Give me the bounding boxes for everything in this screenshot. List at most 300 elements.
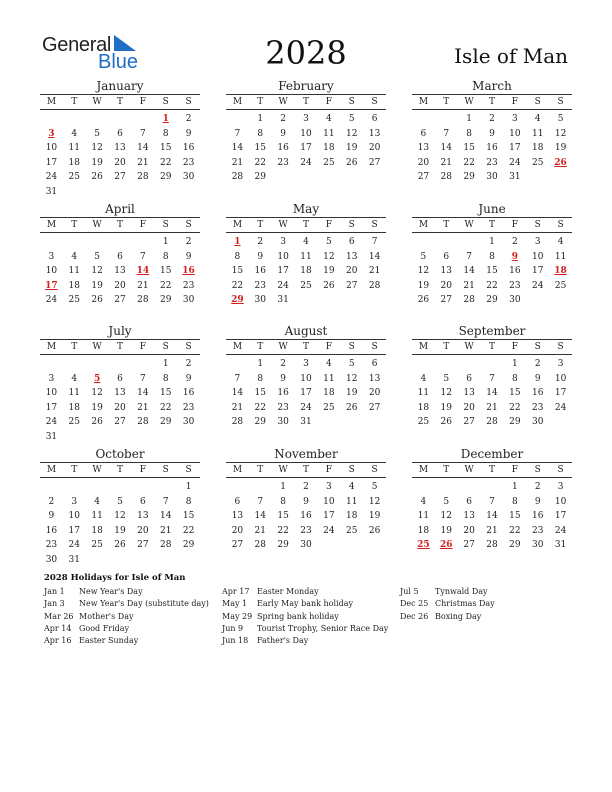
day-cell: 18	[68, 157, 80, 168]
day-cell: 23	[509, 280, 521, 291]
day-cell: 29	[159, 172, 172, 183]
day-cell: 4	[557, 237, 564, 247]
day-cell: 20	[114, 402, 126, 413]
day-cell: 27	[417, 172, 430, 183]
day-cell: 1	[257, 114, 264, 124]
day-cell: 18	[68, 402, 80, 413]
holiday-day-cell: 3	[48, 128, 55, 139]
day-cell: 22	[277, 525, 289, 536]
weekday-label: T	[116, 220, 123, 230]
day-cell: 10	[68, 511, 80, 522]
day-cell: 3	[325, 482, 332, 492]
month-july	[40, 323, 200, 445]
holiday-date: Apr 16	[44, 636, 72, 646]
day-cell: 11	[323, 373, 335, 384]
day-cell: 9	[534, 373, 541, 384]
day-cell: 6	[117, 128, 123, 139]
weekday-label: T	[443, 97, 450, 107]
weekday-label: F	[139, 220, 146, 230]
day-cell: 28	[254, 540, 266, 551]
day-cell: 17	[300, 388, 312, 399]
empty-cell	[86, 112, 109, 127]
day-cell: 10	[300, 128, 312, 139]
weekday-header	[40, 339, 200, 355]
day-cell: 18	[91, 525, 103, 536]
day-cell: 4	[94, 496, 100, 507]
weekday-label: W	[92, 97, 102, 107]
day-cell: 2	[489, 114, 495, 124]
empty-cell	[226, 480, 249, 495]
days-grid	[40, 112, 200, 200]
weekday-label: S	[185, 220, 192, 230]
day-cell: 10	[277, 251, 289, 262]
day-cell: 22	[254, 402, 266, 413]
empty-cell	[86, 480, 109, 495]
day-cell: 26	[345, 157, 358, 168]
weekday-label: T	[302, 220, 309, 230]
day-cell: 26	[323, 280, 335, 291]
weekday-label: W	[92, 342, 102, 352]
day-cell: 9	[280, 128, 286, 139]
holiday-entry	[44, 635, 209, 647]
day-cell: 5	[94, 128, 100, 139]
day-cell: 21	[486, 402, 498, 413]
weekday-label: M	[46, 220, 57, 230]
day-cell: 12	[91, 266, 103, 277]
day-cell: 11	[300, 251, 312, 262]
day-cell: 19	[440, 525, 452, 536]
month-name: March	[472, 79, 512, 93]
day-cell: 2	[185, 114, 192, 124]
day-cell: 3	[557, 482, 564, 492]
holiday-day-cell: 29	[231, 295, 244, 306]
weekday-label: M	[232, 342, 243, 352]
day-cell: 26	[114, 540, 126, 551]
weekday-label: F	[511, 465, 518, 475]
weekday-label: T	[257, 465, 264, 475]
month-name: February	[278, 79, 334, 93]
day-cell: 23	[182, 280, 195, 291]
day-cell: 3	[303, 114, 309, 124]
day-cell: 15	[486, 266, 498, 277]
day-cell: 14	[231, 143, 244, 154]
weekday-label: T	[71, 342, 78, 352]
day-cell: 6	[371, 359, 378, 369]
holiday-date: Apr 14	[44, 623, 72, 633]
day-cell: 2	[534, 482, 541, 492]
day-cell: 3	[511, 114, 518, 124]
day-cell: 4	[534, 114, 541, 124]
day-cell: 18	[417, 402, 430, 413]
day-cell: 3	[48, 251, 55, 262]
day-cell: 23	[254, 280, 266, 291]
holiday-date: Dec 26	[400, 611, 429, 621]
empty-cell	[458, 480, 481, 495]
day-cell: 29	[277, 540, 289, 551]
day-cell: 22	[182, 525, 195, 536]
holiday-date: May 29	[222, 611, 253, 621]
weekday-label: W	[278, 97, 288, 107]
day-cell: 6	[234, 496, 241, 507]
holiday-date: Jan 3	[44, 599, 65, 609]
day-cell: 20	[417, 157, 430, 168]
holiday-name: New Year's Day	[79, 587, 143, 596]
weekday-label: M	[232, 465, 243, 475]
weekday-label: F	[511, 97, 518, 107]
day-cell: 5	[117, 496, 123, 507]
holiday-date: Jun 9	[222, 623, 244, 633]
day-cell: 8	[257, 128, 264, 139]
day-cell: 10	[45, 143, 58, 154]
empty-cell	[63, 112, 86, 127]
day-cell: 4	[71, 373, 78, 384]
weekday-label: W	[464, 97, 474, 107]
day-cell: 23	[277, 157, 289, 168]
day-cell: 29	[509, 540, 521, 551]
days-grid	[412, 235, 572, 308]
day-cell: 14	[486, 511, 498, 522]
weekday-label: T	[443, 465, 450, 475]
day-cell: 15	[231, 266, 244, 277]
holiday-entry	[222, 586, 388, 598]
empty-cell	[435, 357, 458, 372]
day-cell: 21	[137, 402, 149, 413]
day-cell: 14	[440, 143, 452, 154]
day-cell: 17	[277, 266, 289, 277]
day-cell: 9	[48, 511, 55, 522]
day-cell: 14	[368, 251, 381, 262]
day-cell: 16	[509, 266, 521, 277]
day-cell: 25	[68, 172, 80, 183]
weekday-label: M	[232, 220, 243, 230]
day-cell: 14	[254, 511, 266, 522]
day-cell: 10	[554, 496, 567, 507]
day-cell: 26	[345, 402, 358, 413]
weekday-label: F	[325, 97, 332, 107]
empty-cell	[86, 357, 109, 372]
holiday-day-cell: 14	[136, 266, 150, 277]
empty-cell	[86, 235, 109, 250]
day-cell: 20	[345, 266, 358, 277]
day-cell: 6	[139, 496, 146, 507]
day-cell: 30	[486, 172, 498, 183]
day-cell: 5	[371, 482, 378, 492]
day-cell: 22	[509, 525, 521, 536]
day-cell: 20	[463, 525, 475, 536]
day-cell: 25	[91, 540, 103, 551]
day-cell: 15	[277, 511, 289, 522]
day-cell: 20	[114, 157, 126, 168]
day-cell: 12	[440, 511, 452, 522]
day-cell: 10	[300, 373, 312, 384]
day-cell: 1	[466, 114, 472, 124]
month-december	[412, 446, 572, 553]
empty-cell	[226, 357, 249, 372]
day-cell: 27	[368, 157, 381, 168]
day-cell: 22	[486, 280, 498, 291]
day-cell: 27	[114, 172, 126, 183]
day-cell: 8	[489, 251, 495, 262]
holiday-date: Jan 1	[44, 587, 65, 596]
empty-cell	[412, 235, 435, 250]
holiday-day-cell: 1	[234, 237, 241, 247]
day-cell: 7	[489, 373, 495, 384]
weekday-label: S	[348, 465, 355, 475]
day-cell: 4	[325, 359, 332, 369]
weekday-label: S	[534, 342, 541, 352]
weekday-label: T	[257, 97, 264, 107]
holiday-column	[400, 586, 495, 623]
day-cell: 18	[68, 280, 80, 291]
day-cell: 5	[557, 114, 564, 124]
day-cell: 15	[509, 388, 521, 399]
holiday-day-cell: 26	[554, 157, 567, 168]
day-cell: 31	[45, 431, 58, 442]
day-cell: 23	[182, 402, 195, 413]
day-cell: 12	[368, 496, 381, 507]
day-cell: 17	[531, 266, 544, 277]
weekday-header	[226, 339, 386, 355]
day-cell: 22	[159, 157, 172, 168]
day-cell: 23	[300, 525, 312, 536]
empty-cell	[249, 480, 272, 495]
empty-cell	[435, 112, 458, 127]
empty-cell	[109, 480, 132, 495]
day-cell: 8	[162, 251, 169, 262]
day-cell: 24	[323, 525, 335, 536]
weekday-label: S	[162, 220, 169, 230]
day-cell: 10	[45, 388, 58, 399]
day-cell: 7	[489, 496, 495, 507]
holiday-entry	[44, 623, 209, 635]
month-august	[226, 323, 386, 430]
day-cell: 4	[303, 237, 309, 247]
day-cell: 27	[231, 540, 244, 551]
day-cell: 9	[534, 496, 541, 507]
day-cell: 21	[254, 525, 266, 536]
empty-cell	[435, 235, 458, 250]
day-cell: 25	[554, 280, 567, 291]
weekday-label: F	[511, 220, 518, 230]
day-cell: 27	[345, 280, 358, 291]
day-cell: 13	[137, 511, 149, 522]
day-cell: 22	[159, 280, 172, 291]
day-cell: 19	[114, 525, 126, 536]
day-cell: 24	[45, 172, 58, 183]
day-cell: 16	[531, 388, 544, 399]
month-name: April	[105, 202, 135, 216]
day-cell: 3	[280, 237, 286, 247]
day-cell: 24	[300, 402, 312, 413]
day-cell: 28	[440, 172, 452, 183]
holiday-date: Jun 18	[222, 636, 249, 646]
day-cell: 19	[323, 266, 335, 277]
weekday-label: W	[464, 342, 474, 352]
weekday-label: T	[488, 342, 495, 352]
day-cell: 1	[511, 482, 518, 492]
weekday-label: S	[557, 97, 564, 107]
day-cell: 21	[231, 402, 244, 413]
empty-cell	[412, 480, 435, 495]
day-cell: 28	[137, 295, 149, 306]
day-cell: 15	[159, 143, 172, 154]
month-name: June	[478, 202, 506, 216]
day-cell: 26	[91, 172, 103, 183]
day-cell: 28	[231, 417, 244, 428]
weekday-label: M	[418, 465, 429, 475]
weekday-label: W	[464, 465, 474, 475]
month-january	[40, 78, 200, 200]
day-cell: 13	[345, 251, 358, 262]
month-name: May	[292, 202, 320, 216]
day-cell: 8	[466, 128, 472, 139]
empty-cell	[412, 357, 435, 372]
day-cell: 13	[368, 128, 381, 139]
weekday-header	[412, 462, 572, 478]
day-cell: 8	[511, 373, 518, 384]
weekday-label: T	[302, 342, 309, 352]
day-cell: 21	[486, 525, 498, 536]
weekday-label: M	[418, 220, 429, 230]
weekday-header	[40, 217, 200, 233]
day-cell: 10	[323, 496, 335, 507]
day-cell: 23	[182, 157, 195, 168]
month-november	[226, 446, 386, 553]
day-cell: 13	[114, 388, 126, 399]
empty-cell	[131, 235, 154, 250]
day-cell: 7	[234, 128, 241, 139]
country-name: Isle of Man	[454, 44, 568, 68]
day-cell: 4	[420, 496, 427, 507]
day-cell: 24	[554, 402, 567, 413]
weekday-label: T	[488, 465, 495, 475]
holiday-entry	[222, 611, 388, 623]
day-cell: 22	[231, 280, 244, 291]
holiday-day-cell: 16	[182, 266, 195, 277]
day-cell: 2	[280, 114, 286, 124]
day-cell: 19	[345, 388, 358, 399]
empty-cell	[109, 235, 132, 250]
holiday-day-cell: 9	[511, 251, 518, 262]
day-cell: 12	[114, 511, 126, 522]
empty-cell	[226, 112, 249, 127]
weekday-label: T	[71, 97, 78, 107]
day-cell: 5	[443, 373, 450, 384]
day-cell: 6	[466, 496, 472, 507]
day-cell: 20	[440, 280, 452, 291]
weekday-label: S	[348, 220, 355, 230]
day-cell: 30	[531, 540, 544, 551]
day-cell: 11	[68, 388, 80, 399]
month-june	[412, 201, 572, 308]
day-cell: 12	[554, 128, 567, 139]
weekday-header	[226, 217, 386, 233]
day-cell: 13	[440, 266, 452, 277]
day-cell: 27	[114, 295, 126, 306]
day-cell: 30	[182, 172, 195, 183]
day-cell: 28	[486, 540, 498, 551]
weekday-label: M	[418, 97, 429, 107]
day-cell: 15	[254, 143, 266, 154]
day-cell: 14	[137, 143, 149, 154]
weekday-label: S	[348, 342, 355, 352]
day-cell: 20	[231, 525, 244, 536]
day-cell: 1	[162, 237, 169, 247]
days-grid	[40, 235, 200, 308]
day-cell: 5	[443, 496, 450, 507]
days-grid	[40, 357, 200, 445]
day-cell: 14	[137, 388, 149, 399]
day-cell: 15	[182, 511, 195, 522]
empty-cell	[481, 480, 504, 495]
day-cell: 10	[554, 373, 567, 384]
holiday-column	[222, 586, 388, 647]
day-cell: 31	[277, 295, 289, 306]
weekday-label: W	[278, 342, 288, 352]
weekday-label: T	[302, 465, 309, 475]
empty-cell	[109, 112, 132, 127]
day-cell: 13	[463, 388, 475, 399]
month-name: November	[274, 447, 338, 461]
day-cell: 21	[440, 157, 452, 168]
day-cell: 27	[368, 402, 381, 413]
day-cell: 17	[68, 525, 80, 536]
weekday-label: S	[557, 220, 564, 230]
holiday-day-cell: 1	[162, 114, 169, 124]
holiday-name: Tourist Trophy, Senior Race Day	[257, 623, 389, 633]
weekday-header	[226, 462, 386, 478]
day-cell: 25	[68, 295, 80, 306]
day-cell: 6	[117, 373, 123, 384]
day-cell: 4	[325, 114, 332, 124]
weekday-label: F	[325, 465, 332, 475]
holiday-entry	[400, 598, 495, 610]
weekday-label: T	[257, 342, 264, 352]
empty-cell	[63, 357, 86, 372]
weekday-label: F	[325, 342, 332, 352]
day-cell: 22	[509, 402, 521, 413]
day-cell: 21	[137, 280, 149, 291]
day-cell: 26	[440, 417, 452, 428]
day-cell: 26	[91, 295, 103, 306]
day-cell: 2	[185, 359, 192, 369]
holiday-date: Jul 5	[400, 587, 419, 596]
holiday-entry	[44, 611, 209, 623]
day-cell: 3	[303, 359, 309, 369]
day-cell: 16	[254, 266, 266, 277]
month-name: July	[108, 324, 132, 338]
day-cell: 11	[91, 511, 103, 522]
day-cell: 31	[45, 186, 58, 197]
day-cell: 3	[534, 237, 541, 247]
day-cell: 7	[139, 128, 146, 139]
day-cell: 7	[139, 251, 146, 262]
day-cell: 19	[91, 402, 103, 413]
holiday-name: Easter Monday	[257, 587, 319, 596]
holiday-day-cell: 5	[94, 373, 101, 384]
weekday-label: W	[464, 220, 474, 230]
month-name: August	[284, 324, 328, 338]
empty-cell	[40, 235, 63, 250]
day-cell: 13	[417, 143, 430, 154]
day-cell: 7	[443, 128, 450, 139]
day-cell: 22	[254, 157, 266, 168]
weekday-label: T	[443, 220, 450, 230]
day-cell: 27	[137, 540, 149, 551]
holiday-name: Tynwald Day	[435, 587, 488, 596]
day-cell: 29	[509, 417, 521, 428]
day-cell: 9	[185, 251, 192, 262]
